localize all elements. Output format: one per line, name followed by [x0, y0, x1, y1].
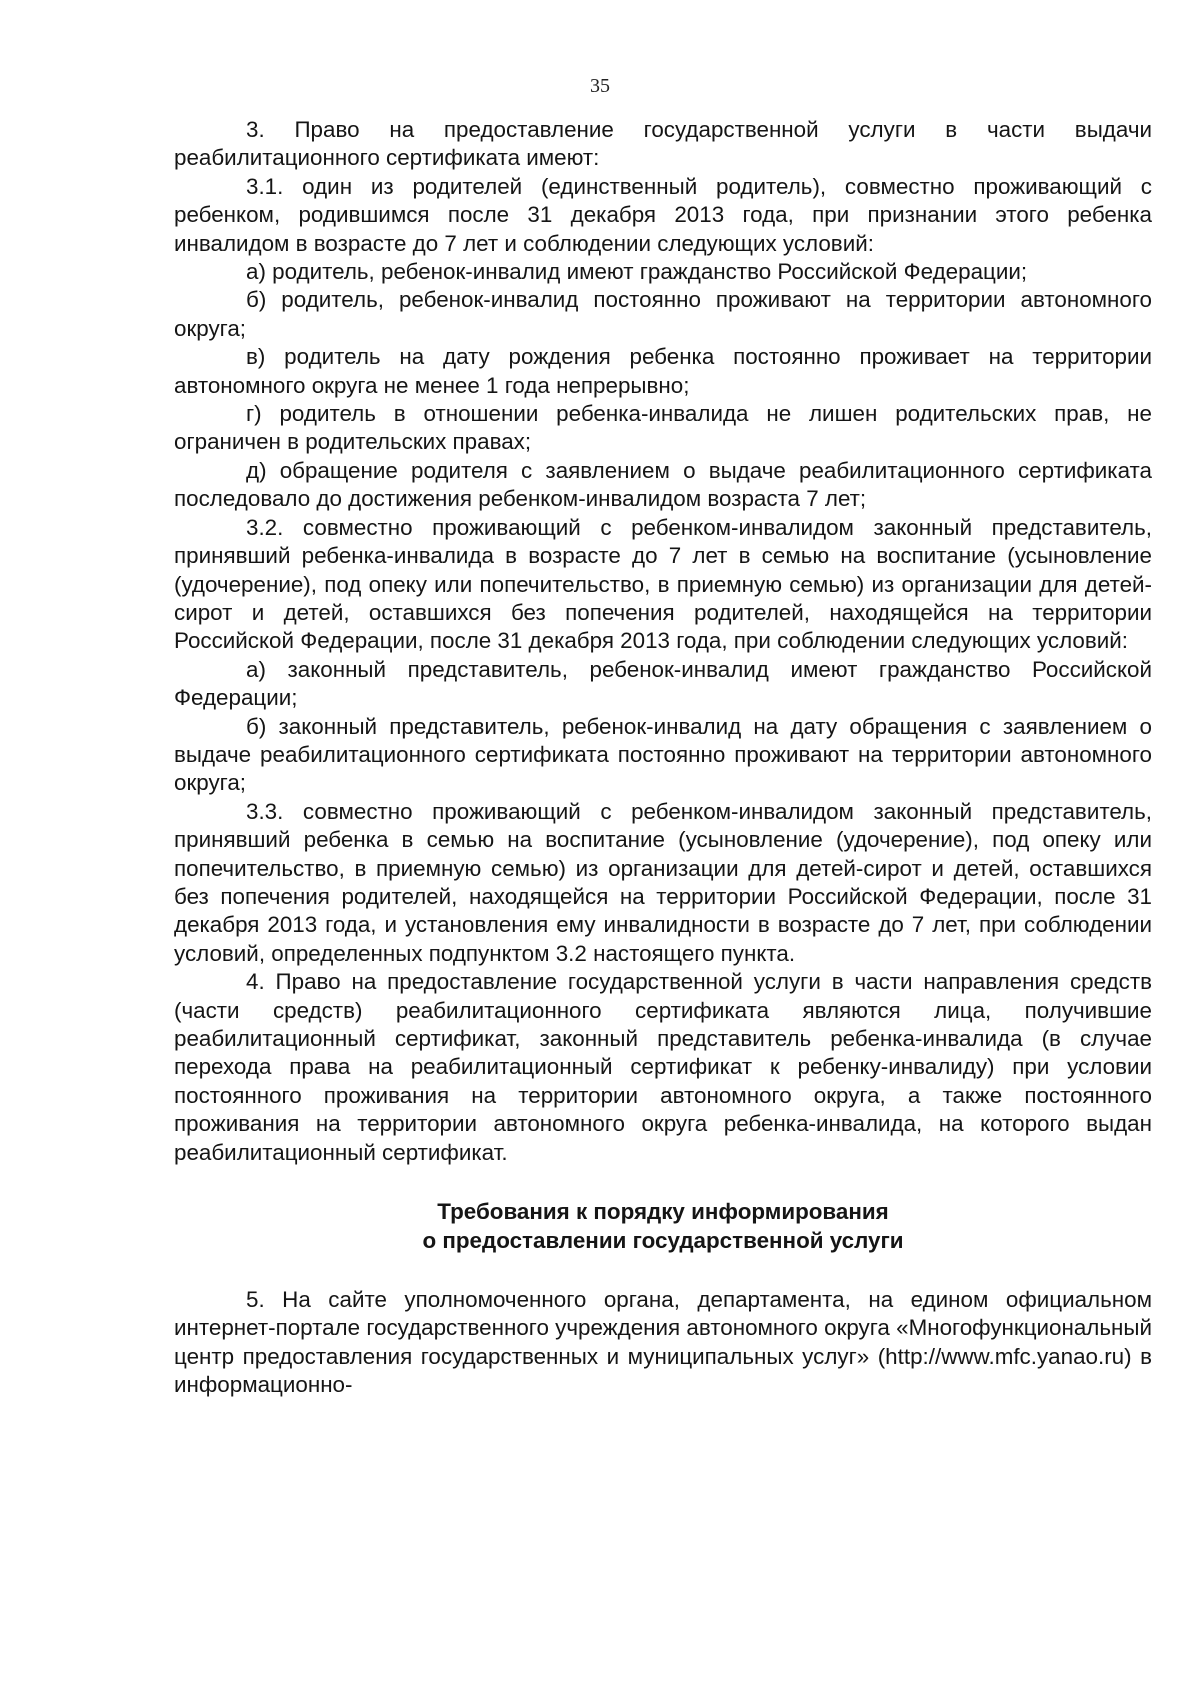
section-heading-line-1: Требования к порядку информирования [437, 1199, 889, 1225]
paragraph-4: 4. Право на предоставление государственной услуги в части направления средств (части средств) реабилитационного сертификата являются лица, получившие реабилитационный сертификат, законный представитель ребенка-инвалида (в случае перехода права на реабилитационный сертификат к ребенку-инвалиду) при условии постоянного проживания на территории автономного округа, а также постоянного проживания на территории автономного округа ребенка-инвалида, на которого выдан реабилитационный сертификат. [174, 969, 1152, 1165]
paragraph-3-1-d: д) обращение родителя с заявлением о выдаче реабилитационного сертификата последовало до достижения ребенком-инвалидом возраста 7 лет; [174, 457, 1152, 512]
paragraph-3-1-b: б) родитель, ребенок-инвалид постоянно проживают на территории автономного округа; [174, 287, 1152, 341]
document-body [174, 116, 1152, 1400]
paragraph-3-1-g: г) родитель в отношении ребенка-инвалида не лишен родительских прав, не ограничен в родительских правах; [174, 401, 1152, 455]
paragraph-3: 3. Право на предоставление государственной услуги в части выдачи реабилитационного сертификата имеют: [174, 117, 1152, 171]
paragraph-3-2-a: а) законный представитель, ребенок-инвалид имеют гражданство Российской Федерации; [174, 656, 1152, 711]
paragraph-3-3: 3.3. совместно проживающий с ребенком-инвалидом законный представитель, принявший ребенка в семью на воспитание (усыновление (удочерение), под опеку или попечительство, в приемную семью) из организации для детей-сирот и детей, оставшихся без попечения родителей, находящейся на территории Российской Федерации, после 31 декабря 2013 года, и установления ему инвалидности в возрасте до 7 лет, при соблюдении условий, определенных подпунктом 3.2 настоящего пункта. [174, 798, 1152, 966]
paragraph-3-1-v: в) родитель на дату рождения ребенка постоянно проживает на территории автономного округа не менее 1 года непрерывно; [174, 344, 1152, 398]
paragraph-3-1-a: а) родитель, ребенок-инвалид имеют гражданство Российской Федерации; [246, 259, 1028, 285]
section-heading [174, 1197, 1152, 1255]
paragraph-3-2-b: б) законный представитель, ребенок-инвалид на дату обращения с заявлением о выдаче реабилитационного сертификата постоянно проживают на территории автономного округа; [174, 713, 1152, 796]
paragraph-3-1: 3.1. один из родителей (единственный родитель), совместно проживающий с ребенком, родившимся после 31 декабря 2013 года, при признании этого ребенка инвалидом в возрасте до 7 лет и соблюдении следующих условий: [174, 173, 1152, 256]
page-number: 35 [590, 75, 610, 97]
paragraph-3-2: 3.2. совместно проживающий с ребенком-инвалидом законный представитель, принявший ребенка-инвалида в возрасте до 7 лет в семью на воспитание (усыновление (удочерение), под опеку или попечительство, в приемную семью) из организации для детей-сирот и детей, оставшихся без попечения родителей, находящейся на территории Российской Федерации, после 31 декабря 2013 года, при соблюдении следующих условий: [174, 514, 1152, 654]
section-heading-line-2: о предоставлении государственной услуги [422, 1228, 904, 1254]
paragraph-5: 5. На сайте уполномоченного органа, департамента, на едином официальном интернет-портале государственного учреждения автономного округа «Многофункциональный центр предоставления государственных и муниципальных услуг» (http://www.mfc.yanao.ru) в информационно- [174, 1287, 1152, 1398]
